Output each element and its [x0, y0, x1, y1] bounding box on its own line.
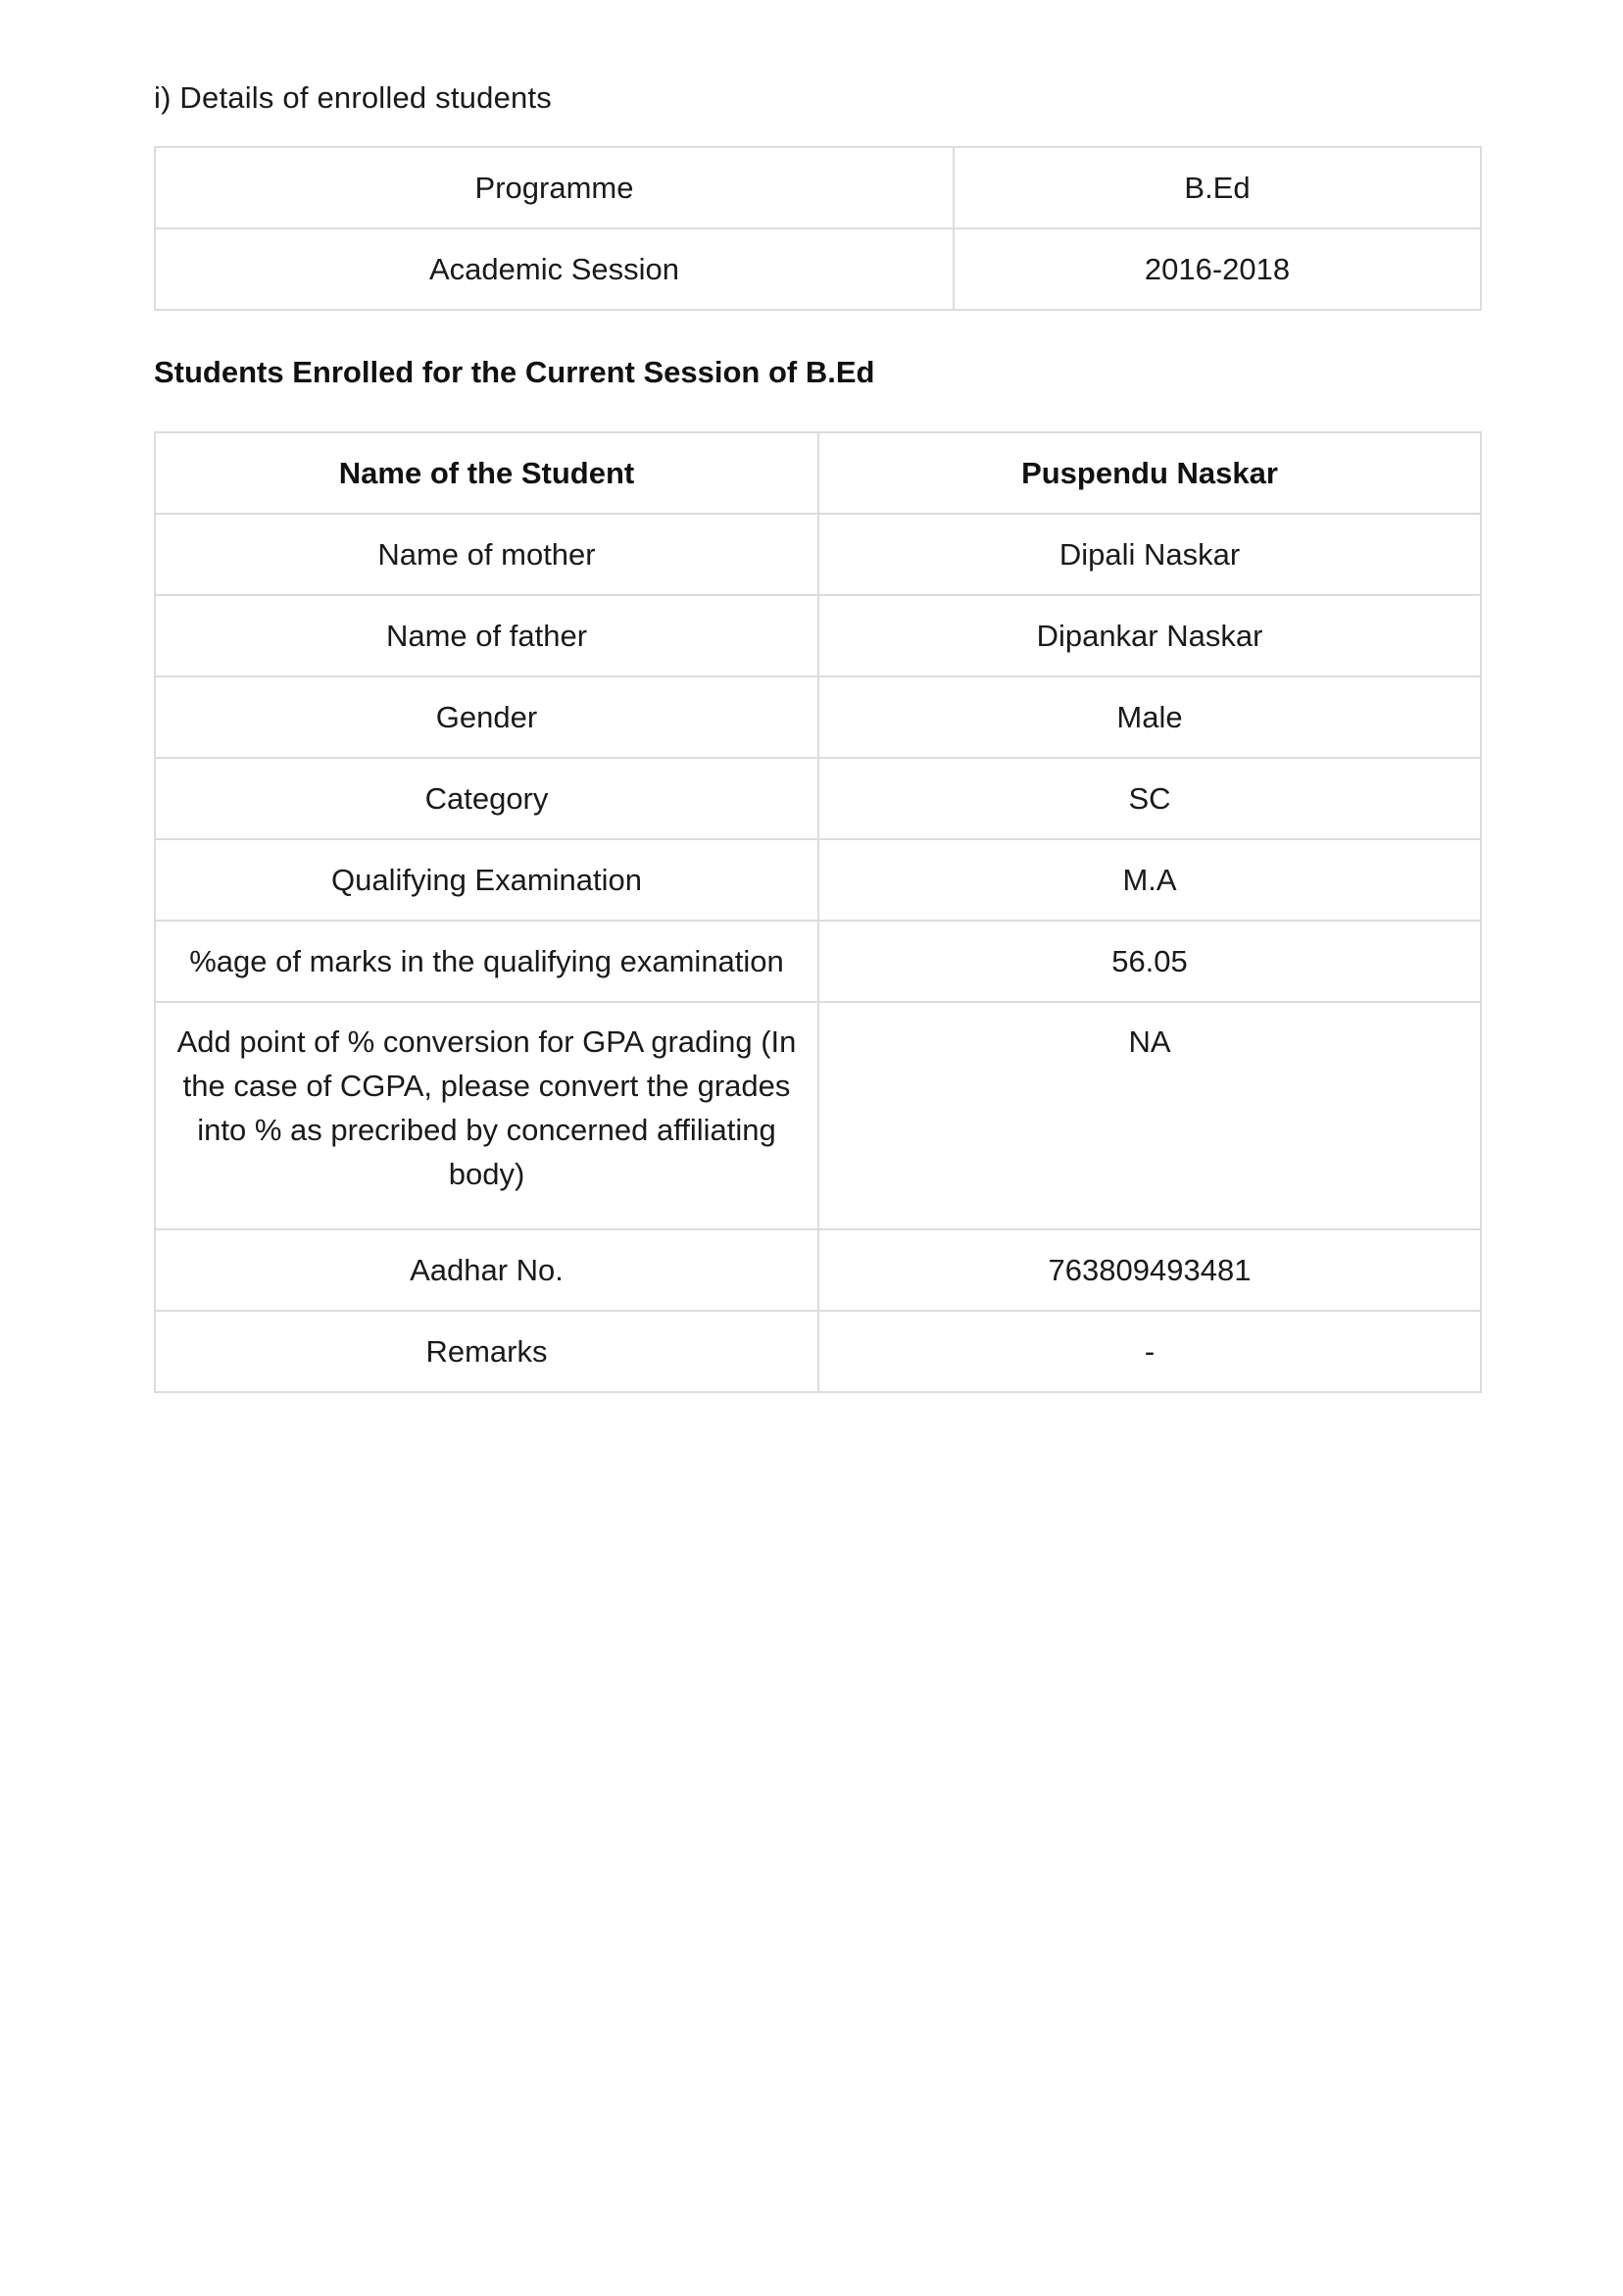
gpa-conversion-label: Add point of % conversion for GPA grading (In the case of CGPA, please convert the grades into % as precribed by concerned affiliating body): [155, 1002, 818, 1229]
table-row: [155, 758, 1481, 839]
programme-label: Programme: [155, 147, 954, 228]
category-label: Category: [155, 758, 818, 839]
aadhar-value: 763809493481: [818, 1229, 1481, 1311]
academic-session-label: Academic Session: [155, 228, 954, 310]
table-row: [155, 921, 1481, 1002]
remarks-value: -: [818, 1311, 1481, 1392]
table-row: [155, 1002, 1481, 1229]
students-heading: Students Enrolled for the Current Session of B.Ed: [154, 355, 875, 389]
gender-value: Male: [818, 676, 1481, 758]
table-row: [155, 839, 1481, 921]
table-header-row: [155, 432, 1481, 514]
category-value: SC: [818, 758, 1481, 839]
student-name-label: Name of the Student: [155, 432, 818, 514]
section-title: i) Details of enrolled students: [154, 80, 552, 115]
father-name-value: Dipankar Naskar: [818, 595, 1481, 676]
gpa-conversion-value: NA: [818, 1002, 1481, 1229]
marks-percentage-value: 56.05: [818, 921, 1481, 1002]
table-row: [155, 1229, 1481, 1311]
remarks-label: Remarks: [155, 1311, 818, 1392]
table-row: [155, 147, 1481, 228]
student-details-table: [154, 431, 1482, 1393]
programme-value: B.Ed: [954, 147, 1481, 228]
qualifying-exam-label: Qualifying Examination: [155, 839, 818, 921]
academic-session-value: 2016-2018: [954, 228, 1481, 310]
table-row: [155, 1311, 1481, 1392]
aadhar-label: Aadhar No.: [155, 1229, 818, 1311]
table-row: [155, 676, 1481, 758]
table-row: [155, 228, 1481, 310]
student-name-value: Puspendu Naskar: [818, 432, 1481, 514]
marks-percentage-label: %age of marks in the qualifying examination: [155, 921, 818, 1002]
gender-label: Gender: [155, 676, 818, 758]
mother-name-value: Dipali Naskar: [818, 514, 1481, 595]
qualifying-exam-value: M.A: [818, 839, 1481, 921]
table-row: [155, 514, 1481, 595]
mother-name-label: Name of mother: [155, 514, 818, 595]
father-name-label: Name of father: [155, 595, 818, 676]
programme-summary-table: [154, 146, 1482, 311]
table-row: [155, 595, 1481, 676]
